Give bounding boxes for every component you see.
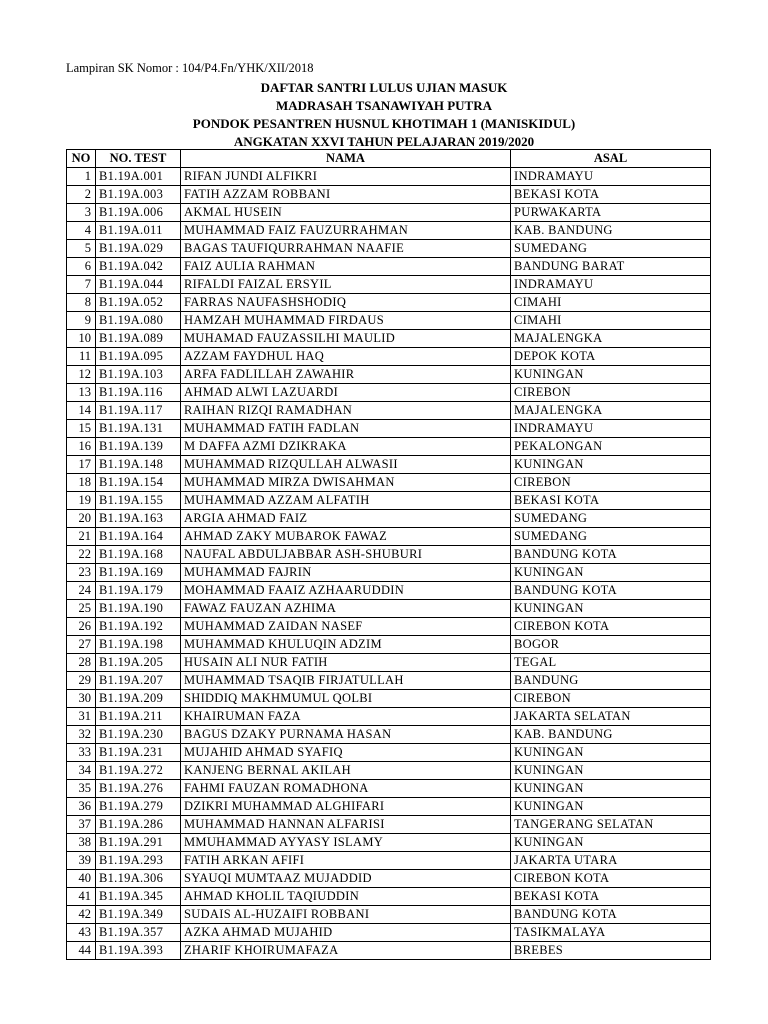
table-row [67,726,711,744]
row-no: 4 [67,222,96,240]
row-test-number: B1.19A.209 [96,690,181,708]
row-test-number: B1.19A.148 [96,456,181,474]
row-no: 27 [67,636,96,654]
row-test-number: B1.19A.139 [96,438,181,456]
row-origin: KUNINGAN [511,834,711,852]
row-name: MUHAMMAD TSAQIB FIRJATULLAH [181,672,511,690]
row-no: 33 [67,744,96,762]
row-origin: BREBES [511,942,711,960]
row-name: FAHMI FAUZAN ROMADHONA [181,780,511,798]
table-row [67,186,711,204]
row-no: 25 [67,600,96,618]
row-test-number: B1.19A.393 [96,942,181,960]
title-line-2: MADRASAH TSANAWIYAH PUTRA [276,98,492,113]
table-row [67,780,711,798]
row-no: 12 [67,366,96,384]
title-line-1: DAFTAR SANTRI LULUS UJIAN MASUK [260,80,508,95]
row-no: 19 [67,492,96,510]
table-row [67,240,711,258]
title-block [0,79,768,151]
table-row [67,492,711,510]
row-no: 20 [67,510,96,528]
row-name: FATIH AZZAM ROBBANI [181,186,511,204]
row-name: BAGUS DZAKY PURNAMA HASAN [181,726,511,744]
table-row [67,798,711,816]
row-origin: CIREBON [511,474,711,492]
row-origin: PEKALONGAN [511,438,711,456]
table-row [67,636,711,654]
header-asal: ASAL [511,150,711,168]
row-name: SYAUQI MUMTAAZ MUJADDID [181,870,511,888]
table-row [67,312,711,330]
row-test-number: B1.19A.345 [96,888,181,906]
row-name: MUHAMMAD MIRZA DWISAHMAN [181,474,511,492]
table-row [67,204,711,222]
row-origin: CIREBON KOTA [511,870,711,888]
row-test-number: B1.19A.272 [96,762,181,780]
row-test-number: B1.19A.155 [96,492,181,510]
row-origin: BANDUNG [511,672,711,690]
table-row [67,852,711,870]
row-origin: CIREBON [511,690,711,708]
row-name: SUDAIS AL-HUZAIFI ROBBANI [181,906,511,924]
row-name: AZKA AHMAD MUJAHID [181,924,511,942]
table-row [67,906,711,924]
row-no: 31 [67,708,96,726]
table-row [67,546,711,564]
row-test-number: B1.19A.163 [96,510,181,528]
table-row [67,294,711,312]
row-no: 40 [67,870,96,888]
row-no: 35 [67,780,96,798]
row-name: NAUFAL ABDULJABBAR ASH-SHUBURI [181,546,511,564]
row-origin: KUNINGAN [511,456,711,474]
table-row [67,582,711,600]
row-test-number: B1.19A.211 [96,708,181,726]
table-row [67,438,711,456]
table-body [67,168,711,960]
row-origin: BANDUNG KOTA [511,906,711,924]
title-line-3: PONDOK PESANTREN HUSNUL KHOTIMAH 1 (MANISKIDUL) [192,116,576,131]
row-no: 43 [67,924,96,942]
row-name: MUJAHID AHMAD SYAFIQ [181,744,511,762]
table-row [67,834,711,852]
row-origin: MAJALENGKA [511,402,711,420]
row-test-number: B1.19A.011 [96,222,181,240]
row-name: MOHAMMAD FAAIZ AZHAARUDDIN [181,582,511,600]
row-name: MUHAMAD FAUZASSILHI MAULID [181,330,511,348]
row-test-number: B1.19A.198 [96,636,181,654]
row-no: 17 [67,456,96,474]
row-no: 28 [67,654,96,672]
row-origin: DEPOK KOTA [511,348,711,366]
table-row [67,708,711,726]
row-no: 14 [67,402,96,420]
row-no: 18 [67,474,96,492]
table-row [67,456,711,474]
row-name: HAMZAH MUHAMMAD FIRDAUS [181,312,511,330]
row-test-number: B1.19A.306 [96,870,181,888]
row-test-number: B1.19A.052 [96,294,181,312]
row-test-number: B1.19A.276 [96,780,181,798]
row-origin: KUNINGAN [511,780,711,798]
row-test-number: B1.19A.044 [96,276,181,294]
row-origin: TEGAL [511,654,711,672]
row-no: 13 [67,384,96,402]
row-origin: KUNINGAN [511,600,711,618]
row-name: RIFALDI FAIZAL ERSYIL [181,276,511,294]
row-no: 30 [67,690,96,708]
table-row [67,564,711,582]
row-origin: CIREBON KOTA [511,618,711,636]
row-name: MMUHAMMAD AYYASY ISLAMY [181,834,511,852]
row-no: 26 [67,618,96,636]
row-name: AHMAD KHOLIL TAQIUDDIN [181,888,511,906]
table-row [67,168,711,186]
table-row [67,654,711,672]
row-no: 21 [67,528,96,546]
row-no: 41 [67,888,96,906]
table-row [67,402,711,420]
table-row [67,348,711,366]
student-table [66,149,711,960]
row-name: MUHAMMAD FAJRIN [181,564,511,582]
row-test-number: B1.19A.279 [96,798,181,816]
row-origin: CIMAHI [511,294,711,312]
table-row [67,258,711,276]
row-no: 37 [67,816,96,834]
table-row [67,942,711,960]
table-row [67,816,711,834]
row-test-number: B1.19A.168 [96,546,181,564]
row-origin: SUMEDANG [511,240,711,258]
row-no: 39 [67,852,96,870]
row-test-number: B1.19A.117 [96,402,181,420]
row-name: FATIH ARKAN AFIFI [181,852,511,870]
row-test-number: B1.19A.205 [96,654,181,672]
table-row [67,924,711,942]
row-origin: KUNINGAN [511,366,711,384]
row-name: ARGIA AHMAD FAIZ [181,510,511,528]
row-no: 36 [67,798,96,816]
row-name: RAIHAN RIZQI RAMADHAN [181,402,511,420]
title-line-4: ANGKATAN XXVI TAHUN PELAJARAN 2019/2020 [233,134,535,149]
row-origin: MAJALENGKA [511,330,711,348]
row-no: 16 [67,438,96,456]
row-origin: SUMEDANG [511,510,711,528]
row-test-number: B1.19A.190 [96,600,181,618]
row-no: 3 [67,204,96,222]
row-no: 23 [67,564,96,582]
table-row [67,762,711,780]
row-no: 34 [67,762,96,780]
table-row [67,528,711,546]
row-name: MUHAMMAD FATIH FADLAN [181,420,511,438]
row-test-number: B1.19A.207 [96,672,181,690]
row-name: M DAFFA AZMI DZIKRAKA [181,438,511,456]
row-origin: JAKARTA SELATAN [511,708,711,726]
row-origin: KUNINGAN [511,762,711,780]
row-no: 2 [67,186,96,204]
table-row [67,600,711,618]
row-test-number: B1.19A.164 [96,528,181,546]
row-test-number: B1.19A.154 [96,474,181,492]
row-origin: KAB. BANDUNG [511,726,711,744]
row-name: MUHAMMAD RIZQULLAH ALWASII [181,456,511,474]
row-test-number: B1.19A.103 [96,366,181,384]
row-no: 5 [67,240,96,258]
table-row [67,420,711,438]
header-nama: NAMA [181,150,511,168]
row-name: ARFA FADLILLAH ZAWAHIR [181,366,511,384]
row-test-number: B1.19A.230 [96,726,181,744]
row-name: AKMAL HUSEIN [181,204,511,222]
row-no: 44 [67,942,96,960]
row-origin: BANDUNG KOTA [511,582,711,600]
row-name: MUHAMMAD ZAIDAN NASEF [181,618,511,636]
row-name: AHMAD ZAKY MUBAROK FAWAZ [181,528,511,546]
row-name: FARRAS NAUFASHSHODIQ [181,294,511,312]
row-origin: SUMEDANG [511,528,711,546]
row-name: FAIZ AULIA RAHMAN [181,258,511,276]
row-name: AZZAM FAYDHUL HAQ [181,348,511,366]
reference-number: Lampiran SK Nomor : 104/P4.Fn/YHK/XII/2018 [66,61,314,75]
header-no: NO [67,150,96,168]
row-test-number: B1.19A.293 [96,852,181,870]
row-test-number: B1.19A.291 [96,834,181,852]
row-test-number: B1.19A.349 [96,906,181,924]
row-origin: TASIKMALAYA [511,924,711,942]
row-name: AHMAD ALWI LAZUARDI [181,384,511,402]
row-name: MUHAMMAD AZZAM ALFATIH [181,492,511,510]
row-test-number: B1.19A.179 [96,582,181,600]
row-origin: PURWAKARTA [511,204,711,222]
row-origin: BANDUNG KOTA [511,546,711,564]
table-row [67,510,711,528]
row-test-number: B1.19A.029 [96,240,181,258]
row-no: 22 [67,546,96,564]
row-name: MUHAMMAD HANNAN ALFARISI [181,816,511,834]
row-origin: INDRAMAYU [511,168,711,186]
row-origin: INDRAMAYU [511,276,711,294]
table-row [67,222,711,240]
row-name: ZHARIF KHOIRUMAFAZA [181,942,511,960]
row-no: 10 [67,330,96,348]
row-name: KANJENG BERNAL AKILAH [181,762,511,780]
row-name: RIFAN JUNDI ALFIKRI [181,168,511,186]
row-origin: BOGOR [511,636,711,654]
row-name: MUHAMMAD KHULUQIN ADZIM [181,636,511,654]
row-test-number: B1.19A.116 [96,384,181,402]
row-origin: KAB. BANDUNG [511,222,711,240]
row-origin: TANGERANG SELATAN [511,816,711,834]
row-origin: INDRAMAYU [511,420,711,438]
table-row [67,474,711,492]
table-row [67,744,711,762]
row-test-number: B1.19A.286 [96,816,181,834]
row-no: 7 [67,276,96,294]
row-origin: BANDUNG BARAT [511,258,711,276]
row-no: 29 [67,672,96,690]
row-origin: KUNINGAN [511,564,711,582]
row-test-number: B1.19A.089 [96,330,181,348]
table-row [67,276,711,294]
table-row [67,888,711,906]
table-header-row [67,150,711,168]
row-no: 38 [67,834,96,852]
row-origin: KUNINGAN [511,798,711,816]
table-row [67,330,711,348]
row-name: MUHAMMAD FAIZ FAUZURRAHMAN [181,222,511,240]
row-origin: BEKASI KOTA [511,492,711,510]
row-no: 42 [67,906,96,924]
row-name: FAWAZ FAUZAN AZHIMA [181,600,511,618]
row-no: 11 [67,348,96,366]
row-test-number: B1.19A.169 [96,564,181,582]
row-test-number: B1.19A.006 [96,204,181,222]
table-row [67,384,711,402]
row-no: 6 [67,258,96,276]
row-no: 9 [67,312,96,330]
row-name: KHAIRUMAN FAZA [181,708,511,726]
table-row [67,618,711,636]
row-origin: KUNINGAN [511,744,711,762]
table-row [67,870,711,888]
row-no: 32 [67,726,96,744]
row-origin: BEKASI KOTA [511,186,711,204]
row-test-number: B1.19A.131 [96,420,181,438]
row-name: DZIKRI MUHAMMAD ALGHIFARI [181,798,511,816]
row-no: 24 [67,582,96,600]
header-no-test: NO. TEST [96,150,181,168]
row-test-number: B1.19A.231 [96,744,181,762]
row-name: HUSAIN ALI NUR FATIH [181,654,511,672]
row-test-number: B1.19A.192 [96,618,181,636]
row-test-number: B1.19A.042 [96,258,181,276]
row-test-number: B1.19A.095 [96,348,181,366]
row-origin: BEKASI KOTA [511,888,711,906]
row-no: 8 [67,294,96,312]
row-name: BAGAS TAUFIQURRAHMAN NAAFIE [181,240,511,258]
row-test-number: B1.19A.080 [96,312,181,330]
row-test-number: B1.19A.001 [96,168,181,186]
row-test-number: B1.19A.003 [96,186,181,204]
row-origin: JAKARTA UTARA [511,852,711,870]
row-name: SHIDDIQ MAKHMUMUL QOLBI [181,690,511,708]
table-row [67,366,711,384]
table-row [67,690,711,708]
row-no: 1 [67,168,96,186]
row-origin: CIREBON [511,384,711,402]
row-no: 15 [67,420,96,438]
table-row [67,672,711,690]
row-test-number: B1.19A.357 [96,924,181,942]
row-origin: CIMAHI [511,312,711,330]
